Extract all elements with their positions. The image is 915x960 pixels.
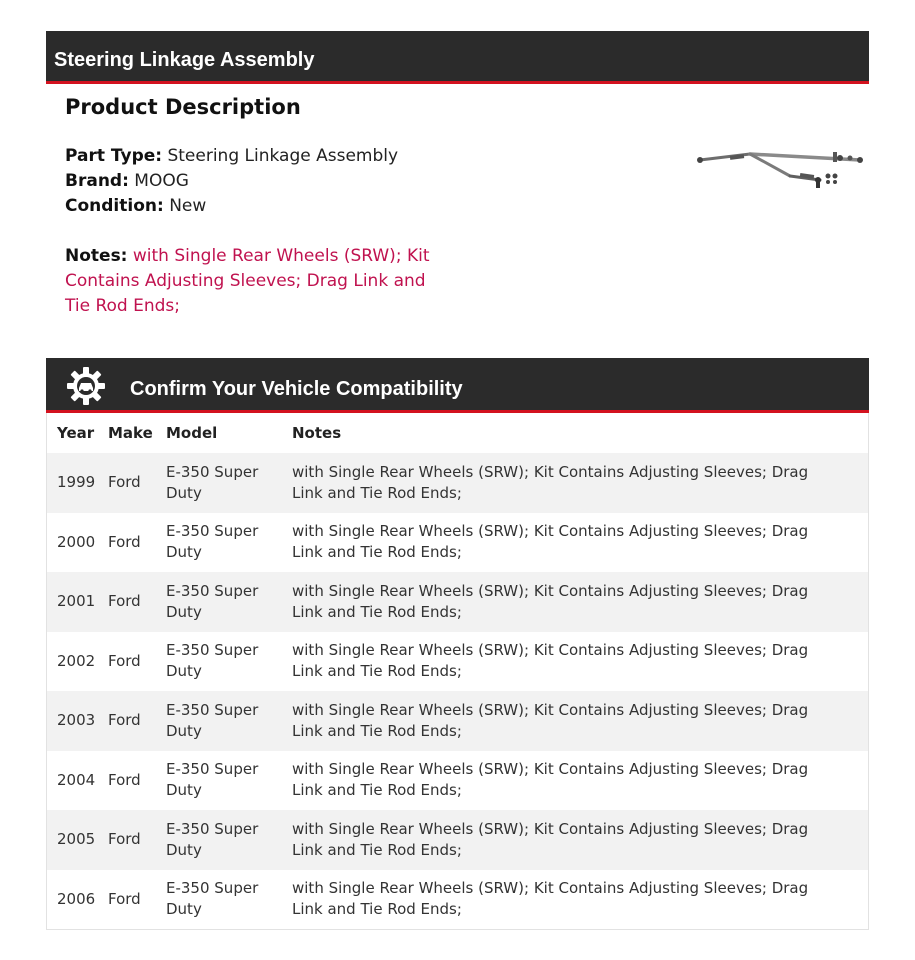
cell-model: E-350 Super Duty [166, 581, 259, 621]
cell-year: 2004 [57, 770, 96, 789]
notes-value: with Single Rear Wheels (SRW); Kit Contains Adjusting Sleeves; Drag Link and Tie Rod Ends; [65, 246, 430, 316]
cell-make: Ford [108, 473, 141, 492]
attribute-list [65, 144, 445, 219]
cell-notes: with Single Rear Wheels (SRW); Kit Contains Adjusting Sleeves; Drag Link and Tie Rod Ends; [292, 581, 809, 621]
cell-make: Ford [108, 711, 141, 730]
cell-notes: with Single Rear Wheels (SRW); Kit Contains Adjusting Sleeves; Drag Link and Tie Rod Ends; [292, 700, 809, 740]
notes-label: Notes: [65, 246, 128, 266]
cell-make: Ford [108, 651, 141, 670]
cell-make: Ford [108, 830, 141, 849]
compatibility-table [46, 413, 869, 930]
table-row [47, 751, 868, 811]
product-description [65, 92, 445, 319]
table-header-row [47, 413, 868, 453]
compatibility-title: Confirm Your Vehicle Compatibility [130, 378, 463, 400]
cell-notes: with Single Rear Wheels (SRW); Kit Contains Adjusting Sleeves; Drag Link and Tie Rod Ends; [292, 760, 809, 800]
cell-year: 2003 [57, 711, 96, 730]
cell-model: E-350 Super Duty [166, 641, 259, 681]
cell-year: 2006 [57, 889, 96, 908]
gear-car-icon [66, 366, 106, 406]
notes-block [65, 244, 435, 319]
product-image [690, 140, 870, 192]
cell-year: 2002 [57, 651, 96, 670]
table-row [47, 691, 868, 751]
cell-notes: with Single Rear Wheels (SRW); Kit Contains Adjusting Sleeves; Drag Link and Tie Rod Ends; [292, 879, 809, 919]
table-row [47, 870, 868, 930]
cell-year: 2005 [57, 830, 96, 849]
condition-label: Condition: [65, 196, 164, 216]
table-row [47, 572, 868, 632]
table-row [47, 453, 868, 513]
product-title-bar [46, 31, 869, 84]
brand-value: MOOG [134, 171, 189, 191]
description-heading: Product Description [65, 95, 301, 119]
cell-model: E-350 Super Duty [166, 700, 259, 740]
cell-notes: with Single Rear Wheels (SRW); Kit Contains Adjusting Sleeves; Drag Link and Tie Rod Ends; [292, 641, 809, 681]
cell-make: Ford [108, 592, 141, 611]
part-type-row [65, 144, 445, 169]
condition-row [65, 194, 445, 219]
cell-notes: with Single Rear Wheels (SRW); Kit Contains Adjusting Sleeves; Drag Link and Tie Rod Ends; [292, 819, 809, 859]
table-row [47, 632, 868, 692]
product-title: Steering Linkage Assembly [54, 49, 315, 71]
table-row [47, 513, 868, 573]
column-header-make: Make [108, 424, 153, 442]
cell-make: Ford [108, 889, 141, 908]
column-header-year: Year [57, 424, 95, 442]
compatibility-bar [46, 358, 869, 413]
cell-year: 1999 [57, 473, 96, 492]
cell-notes: with Single Rear Wheels (SRW); Kit Contains Adjusting Sleeves; Drag Link and Tie Rod Ends; [292, 462, 809, 502]
cell-model: E-350 Super Duty [166, 879, 259, 919]
condition-value: New [169, 196, 207, 216]
cell-year: 2001 [57, 592, 96, 611]
table-row [47, 810, 868, 870]
column-header-notes: Notes [292, 424, 342, 442]
cell-model: E-350 Super Duty [166, 760, 259, 800]
cell-make: Ford [108, 532, 141, 551]
part-type-value: Steering Linkage Assembly [167, 146, 399, 166]
cell-make: Ford [108, 770, 141, 789]
brand-row [65, 169, 445, 194]
cell-model: E-350 Super Duty [166, 819, 259, 859]
cell-year: 2000 [57, 532, 96, 551]
brand-label: Brand: [65, 171, 129, 191]
part-type-label: Part Type: [65, 146, 163, 166]
cell-model: E-350 Super Duty [166, 522, 259, 562]
cell-model: E-350 Super Duty [166, 462, 259, 502]
column-header-model: Model [166, 424, 218, 442]
cell-notes: with Single Rear Wheels (SRW); Kit Contains Adjusting Sleeves; Drag Link and Tie Rod Ends; [292, 522, 809, 562]
